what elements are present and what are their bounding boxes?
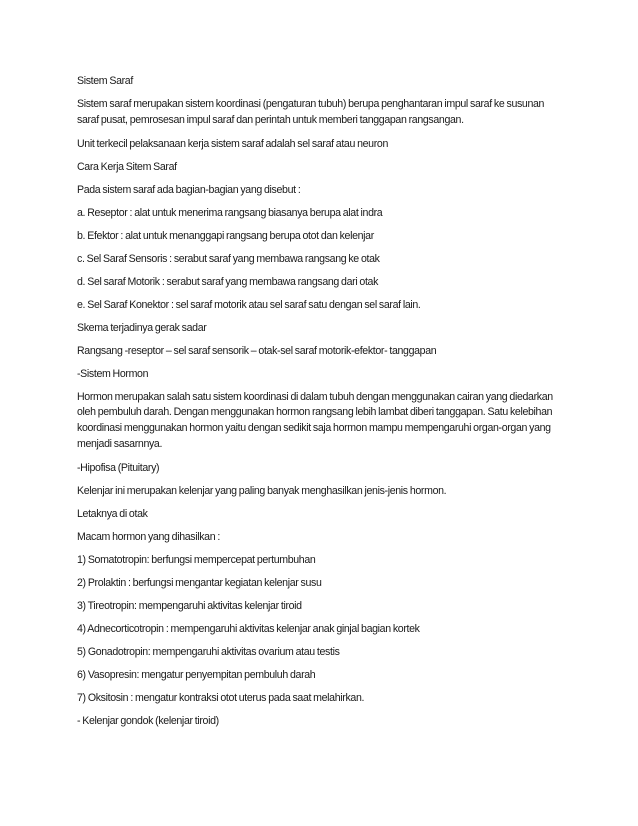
list-item-sel-saraf-konektor: e. Sel Saraf Konektor : sel saraf motorik atau sel saraf satu dengan sel saraf lain. xyxy=(77,298,421,311)
list-item-vasopresin: 6) Vasopresin: mengatur penyempitan pembuluh darah xyxy=(77,668,316,681)
list-item-prolaktin: 2) Prolaktin : berfungsi mengantar kegiatan kelenjar susu xyxy=(77,576,322,589)
heading-sistem-hormon: -Sistem Hormon xyxy=(77,367,149,380)
heading-kelenjar-gondok: - Kelenjar gondok (kelenjar tiroid) xyxy=(77,714,219,727)
paragraph-definisi-hormon: Hormon merupakan salah satu sistem koordinasi di dalam tubuh dengan menggunakan cairan yang diedarkan oleh pembuluh darah. Dengan menggunakan hormon rangsang lebih lambat diberi tanggapan. Satu kelebihan koordinasi menggunakan hormon yaitu dengan sedikit saja hormon mampu mempengaruhi organ-organ yang menjadi sasarnnya. xyxy=(77,390,553,450)
list-item-adnecorticotropin: 4) Adnecorticotropin : mempengaruhi aktivitas kelenjar anak ginjal bagian kortek xyxy=(77,622,420,635)
paragraph-bagian-bagian: Pada sistem saraf ada bagian-bagian yang disebut : xyxy=(77,183,301,196)
list-item-sel-saraf-sensoris: c. Sel Saraf Sensoris : serabut saraf yang membawa rangsang ke otak xyxy=(77,252,380,265)
paragraph-macam-hormon: Macam hormon yang dihasilkan : xyxy=(77,530,220,543)
heading-skema-gerak-sadar: Skema terjadinya gerak sadar xyxy=(77,321,207,334)
list-item-sel-saraf-motorik: d. Sel saraf Motorik : serabut saraf yang membawa rangsang dari otak xyxy=(77,275,379,288)
list-item-tireotropin: 3) Tireotropin: mempengaruhi aktivitas kelenjar tiroid xyxy=(77,599,302,612)
paragraph-skema: Rangsang -reseptor – sel saraf sensorik – otak-sel saraf motorik-efektor- tanggapan xyxy=(77,344,437,357)
document-page xyxy=(77,74,557,737)
list-item-somatotropin: 1) Somatotropin: berfungsi mempercepat pertumbuhan xyxy=(77,553,316,566)
list-item-efektor: b. Efektor : alat untuk menanggapi rangsang berupa otot dan kelenjar xyxy=(77,229,374,242)
list-item-oksitosin: 7) Oksitosin : mengatur kontraksi otot uterus pada saat melahirkan. xyxy=(77,691,365,704)
heading-cara-kerja: Cara Kerja Sitem Saraf xyxy=(77,160,177,173)
list-item-gonadotropin: 5) Gonadotropin: mempengaruhi aktivitas ovarium atau testis xyxy=(77,645,340,658)
paragraph-letak: Letaknya di otak xyxy=(77,507,148,520)
list-item-reseptor: a. Reseptor : alat untuk menerima rangsang biasanya berupa alat indra xyxy=(77,206,383,219)
paragraph-definisi-sistem-saraf: Sistem saraf merupakan sistem koordinasi (pengaturan tubuh) berupa penghantaran impul saraf ke susunan saraf pusat, pemrosesan impul saraf dan perintah untuk memberi tanggapan rangsangan. xyxy=(77,98,545,126)
heading-sistem-saraf: Sistem Saraf xyxy=(77,75,133,87)
heading-hipofisa: -Hipofisa (Pituitary) xyxy=(77,461,160,474)
paragraph-unit-terkecil: Unit terkecil pelaksanaan kerja sistem saraf adalah sel saraf atau neuron xyxy=(77,137,388,150)
paragraph-kelenjar-hipofisa: Kelenjar ini merupakan kelenjar yang paling banyak menghasilkan jenis-jenis hormon. xyxy=(77,484,447,497)
